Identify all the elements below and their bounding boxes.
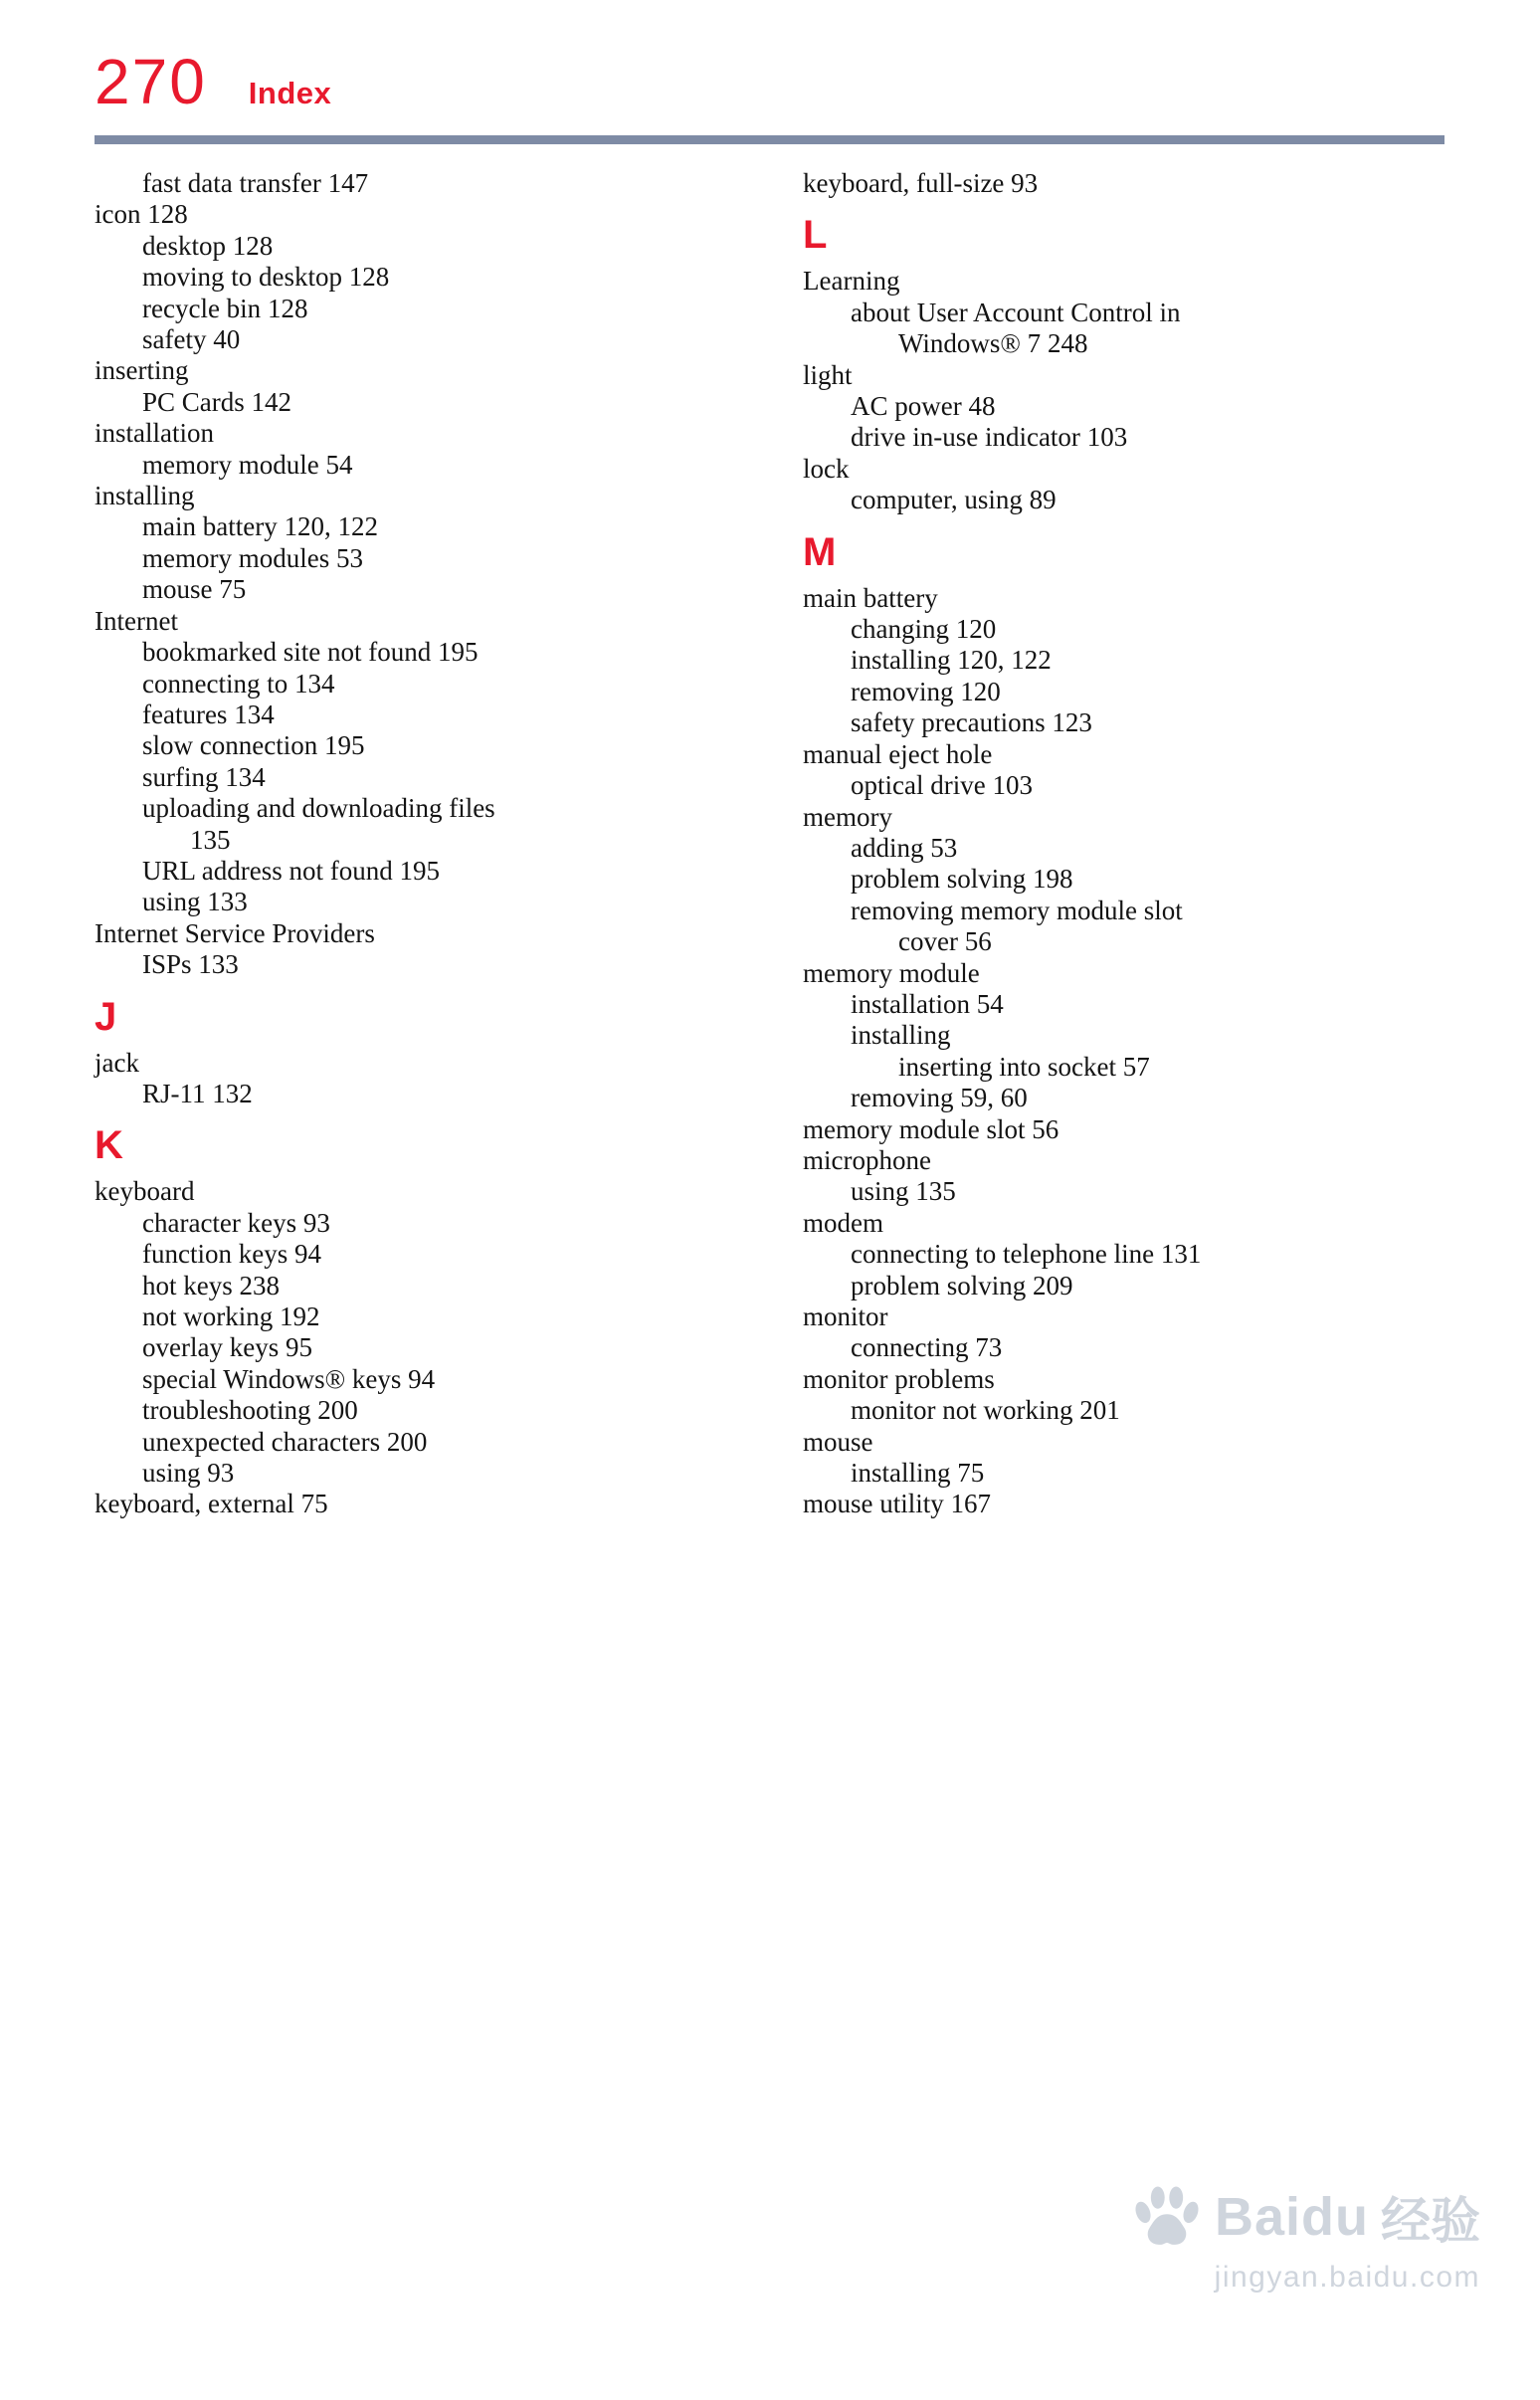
entry-label: monitor problems [803, 1363, 995, 1394]
entry-label: removing [851, 1083, 954, 1113]
entry-label: bookmarked site not found [142, 637, 432, 668]
entry-page-number: 248 [1041, 328, 1088, 359]
entry-label: mouse utility [803, 1489, 944, 1519]
index-entry [95, 1301, 803, 1332]
index-entry [803, 1332, 1540, 1363]
index-entry [95, 1395, 803, 1426]
page-number: 270 [95, 46, 207, 117]
index-entry [95, 793, 803, 824]
index-entry [803, 1364, 1540, 1395]
index-entry [95, 762, 803, 793]
entry-page-number: 134 [218, 761, 266, 792]
watermark-brand-cn: 经验 [1381, 2193, 1480, 2249]
watermark-brand: Baidu [1214, 2187, 1369, 2247]
entry-label: ISPs [142, 949, 192, 980]
index-entry [95, 1458, 803, 1489]
entry-label: fast data transfer [142, 168, 321, 198]
baidu-paw-icon [1131, 2184, 1203, 2250]
index-entry [803, 864, 1540, 895]
entry-label: features [142, 699, 228, 729]
entry-page-number: 103 [1079, 422, 1128, 453]
index-entry [803, 391, 1540, 422]
index-entry [95, 262, 803, 293]
index-entry [95, 387, 803, 418]
page-title: Index [248, 76, 332, 110]
entry-label: icon [95, 199, 141, 230]
entry-label: using [142, 887, 201, 917]
entry-label: hot keys [142, 1270, 233, 1300]
index-entry [803, 454, 1540, 485]
entry-page-number: 133 [200, 887, 248, 917]
index-entry [95, 574, 803, 605]
entry-page-number: 135 [190, 824, 231, 855]
entry-page-number: 93 [296, 1207, 330, 1238]
index-entry [803, 1427, 1540, 1458]
index-entry [803, 1239, 1540, 1270]
index-entry [95, 199, 803, 230]
entry-label: unexpected characters [142, 1426, 381, 1457]
entry-page-number: 195 [431, 637, 479, 668]
index-entry [95, 1271, 803, 1301]
entry-page-number: 128 [261, 293, 308, 323]
index-section-letter: M [803, 529, 837, 574]
index-section-letter: J [95, 994, 117, 1039]
entry-label: RJ-11 [142, 1078, 206, 1108]
entry-page-number: 120 [953, 676, 1001, 706]
index-section-letter: L [803, 213, 828, 258]
entry-label: optical drive [851, 770, 986, 801]
index-entry [803, 802, 1540, 833]
entry-label: slow connection [142, 730, 318, 761]
entry-page-number: 120 [948, 614, 997, 645]
entry-page-number: 75 [212, 574, 247, 605]
index-section-letter: K [95, 1123, 123, 1168]
entry-label: main battery [803, 582, 938, 613]
index-entry [803, 1489, 1540, 1519]
index-entry [95, 294, 803, 324]
index-entry [95, 1364, 803, 1395]
index-entry [95, 543, 803, 574]
entry-page-number: 134 [288, 668, 335, 699]
index-entry [95, 355, 803, 386]
entry-page-number: 209 [1026, 1270, 1073, 1300]
entry-page-number: 89 [1022, 485, 1057, 515]
entry-label: installing [851, 1458, 951, 1489]
entry-label: modem [803, 1207, 883, 1238]
index-entry [803, 645, 1540, 676]
entry-page-number: 238 [232, 1270, 280, 1300]
entry-page-number: 94 [288, 1239, 321, 1270]
entry-page-number: 75 [950, 1458, 985, 1489]
index-entry [803, 614, 1540, 645]
index-entry [95, 481, 803, 511]
index-entry [803, 1208, 1540, 1239]
entry-label: removing memory module slot [851, 895, 1183, 925]
entry-page-number: 53 [329, 542, 363, 573]
entry-label: safety precautions [851, 707, 1046, 738]
entry-label: installing [851, 645, 951, 676]
index-entry [803, 707, 1540, 738]
entry-page-number: 200 [310, 1395, 358, 1426]
entry-page-number: 73 [968, 1332, 1003, 1363]
entry-page-number: 120, 122 [277, 511, 378, 542]
index-entry [95, 825, 803, 856]
entry-page-number: 198 [1026, 864, 1073, 895]
index-entry [95, 949, 803, 980]
index-entry [803, 1114, 1540, 1145]
entry-label: recycle bin [142, 293, 262, 323]
entry-label: Internet [95, 605, 178, 636]
entry-label: Internet Service Providers [95, 917, 375, 948]
entry-label: light [803, 359, 853, 390]
entry-label: safety [142, 324, 207, 355]
entry-label: problem solving [851, 1270, 1027, 1300]
entry-label: surfing [142, 761, 219, 792]
index-entry [803, 926, 1540, 957]
entry-label: uploading and downloading files [142, 793, 495, 824]
index-entry [803, 1176, 1540, 1207]
entry-label: installation [851, 988, 970, 1019]
entry-page-number: 54 [318, 449, 353, 480]
entry-label: using [142, 1458, 201, 1489]
index-entry [95, 887, 803, 917]
entry-label: connecting to [142, 668, 289, 699]
index-entry [803, 770, 1540, 801]
entry-page-number: 54 [969, 988, 1004, 1019]
entry-page-number: 135 [908, 1176, 956, 1207]
index-entry [95, 168, 803, 199]
index-entry [803, 168, 1540, 199]
entry-label: mouse [142, 574, 213, 605]
index-entry [95, 637, 803, 668]
entry-page-number: 142 [244, 386, 292, 417]
entry-page-number: 128 [342, 262, 390, 293]
index-column-left [95, 168, 803, 1520]
entry-label: URL address not found [142, 855, 393, 886]
index-entry [95, 669, 803, 700]
index-entry [95, 450, 803, 481]
index-entry [95, 511, 803, 542]
entry-label: main battery [142, 511, 278, 542]
entry-label: overlay keys [142, 1332, 280, 1363]
index-entry [95, 1427, 803, 1458]
entry-page-number: 59, 60 [953, 1083, 1028, 1113]
index-entry [803, 1145, 1540, 1176]
entry-label: monitor [803, 1301, 888, 1331]
entry-label: keyboard, full-size [803, 168, 1005, 198]
entry-label: desktop [142, 230, 226, 261]
entry-page-number: 123 [1045, 707, 1092, 738]
entry-page-number: 195 [317, 730, 365, 761]
entry-label: memory module [142, 449, 319, 480]
entry-page-number: 192 [273, 1301, 320, 1331]
entry-label: cover [898, 926, 958, 957]
entry-label: drive in-use indicator [851, 422, 1080, 453]
index-entry [803, 328, 1540, 359]
entry-label: adding [851, 832, 924, 863]
entry-label: memory [803, 801, 892, 832]
entry-label: installing [95, 481, 195, 511]
entry-label: monitor not working [851, 1395, 1073, 1426]
baidu-watermark [1131, 2181, 1480, 2295]
index-entry [803, 833, 1540, 864]
index-entry [95, 1208, 803, 1239]
entry-label: memory module [803, 957, 980, 988]
index-entry [95, 606, 803, 637]
watermark-brand-row [1131, 2181, 1480, 2253]
page-header [0, 0, 1540, 117]
entry-page-number: 93 [1004, 168, 1039, 198]
entry-page-number: 48 [961, 391, 996, 422]
index-entry [803, 896, 1540, 926]
entry-label: inserting into socket [898, 1051, 1116, 1082]
entry-page-number: 201 [1072, 1395, 1120, 1426]
entry-page-number: 103 [985, 770, 1033, 801]
index-entry [803, 677, 1540, 707]
index-entry [803, 739, 1540, 770]
entry-label: Windows® 7 [898, 328, 1042, 359]
entry-label: lock [803, 453, 850, 484]
entry-label: keyboard, external [95, 1489, 294, 1519]
entry-page-number: 200 [380, 1426, 428, 1457]
entry-label: about User Account Control in [851, 297, 1181, 327]
entry-page-number: 131 [1154, 1239, 1202, 1270]
entry-label: inserting [95, 355, 189, 386]
entry-label: jack [95, 1047, 139, 1078]
index-entry [803, 1020, 1540, 1051]
entry-page-number: 128 [226, 230, 274, 261]
entry-page-number: 133 [191, 949, 239, 980]
watermark-url: jingyan.baidu.com [1214, 2261, 1480, 2294]
index-entry [803, 1458, 1540, 1489]
entry-label: memory modules [142, 542, 330, 573]
entry-page-number: 56 [1025, 1113, 1059, 1144]
index-entry [95, 918, 803, 949]
entry-page-number: 40 [206, 324, 241, 355]
entry-label: troubleshooting [142, 1395, 311, 1426]
entry-page-number: 128 [140, 199, 188, 230]
index-entry [95, 1332, 803, 1363]
index-entry [803, 266, 1540, 297]
entry-label: character keys [142, 1207, 297, 1238]
entry-page-number: 120, 122 [950, 645, 1052, 676]
entry-label: installation [95, 418, 214, 449]
index-entry [95, 1239, 803, 1270]
entry-page-number: 195 [392, 855, 440, 886]
entry-label: connecting [851, 1332, 969, 1363]
index-entry [803, 1052, 1540, 1083]
entry-page-number: 132 [205, 1078, 253, 1108]
index-entry [95, 324, 803, 355]
index-entry [95, 730, 803, 761]
index-column-right [803, 168, 1540, 1520]
entry-label: problem solving [851, 864, 1027, 895]
index-entry [803, 958, 1540, 989]
entry-page-number: 56 [957, 926, 992, 957]
index-columns [95, 168, 1540, 1520]
entry-label: function keys [142, 1239, 289, 1270]
index-entry [95, 231, 803, 262]
index-entry [95, 1176, 803, 1207]
entry-page-number: 57 [1115, 1051, 1150, 1082]
entry-page-number: 94 [401, 1363, 436, 1394]
index-entry [95, 418, 803, 449]
entry-label: changing [851, 614, 949, 645]
entry-label: removing [851, 676, 954, 706]
entry-label: not working [142, 1301, 274, 1331]
entry-label: connecting to telephone line [851, 1239, 1155, 1270]
index-entry [803, 583, 1540, 614]
index-entry [95, 856, 803, 887]
entry-label: Learning [803, 266, 900, 297]
entry-page-number: 75 [293, 1489, 328, 1519]
index-entry [803, 1395, 1540, 1426]
entry-page-number: 95 [279, 1332, 312, 1363]
entry-label: computer, using [851, 485, 1023, 515]
index-entry [803, 485, 1540, 515]
entry-label: PC Cards [142, 386, 245, 417]
index-entry [803, 1083, 1540, 1113]
entry-label: special Windows® keys [142, 1363, 402, 1394]
index-entry [95, 700, 803, 730]
entry-label: keyboard [95, 1176, 195, 1207]
header-divider-bar [95, 135, 1444, 144]
entry-page-number: 53 [923, 832, 958, 863]
entry-label: AC power [851, 391, 962, 422]
entry-label: installing [851, 1020, 951, 1051]
index-entry [803, 1271, 1540, 1301]
index-entry [803, 298, 1540, 328]
entry-label: using [851, 1176, 909, 1207]
entry-page-number: 167 [943, 1489, 991, 1519]
index-entry [95, 1079, 803, 1109]
index-entry [95, 1489, 803, 1519]
index-entry [95, 1048, 803, 1079]
index-entry [803, 360, 1540, 391]
index-entry [803, 422, 1540, 453]
index-entry [803, 989, 1540, 1020]
entry-label: memory module slot [803, 1113, 1026, 1144]
entry-label: manual eject hole [803, 738, 993, 769]
index-entry [803, 1301, 1540, 1332]
entry-page-number: 93 [200, 1458, 235, 1489]
entry-page-number: 147 [320, 168, 369, 198]
entry-label: moving to desktop [142, 262, 342, 293]
entry-label: mouse [803, 1426, 873, 1457]
entry-page-number: 134 [227, 699, 275, 729]
entry-label: microphone [803, 1144, 931, 1175]
